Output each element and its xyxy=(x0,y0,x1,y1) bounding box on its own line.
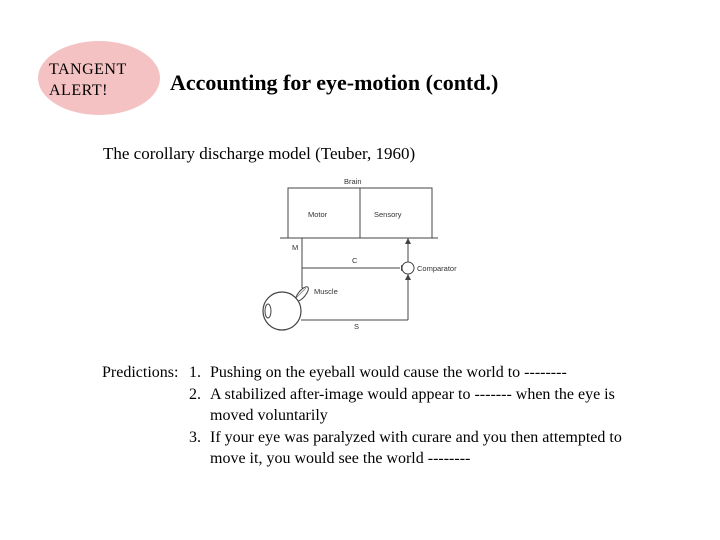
slide-title: Accounting for eye-motion (contd.) xyxy=(170,70,499,95)
c-label: C xyxy=(352,256,358,265)
comparator-label: Comparator xyxy=(417,264,457,273)
prediction-3-number: 3. xyxy=(189,429,201,446)
brain-label: Brain xyxy=(344,177,362,186)
comparator-up-arrowhead xyxy=(405,238,411,244)
corollary-discharge-diagram xyxy=(240,170,460,345)
motor-label: Motor xyxy=(308,210,328,219)
predictions-label: Predictions: xyxy=(102,364,179,381)
sensory-label: Sensory xyxy=(374,210,402,219)
prediction-2-text-line-1: A stabilized after-image would appear to ------- when the eye is xyxy=(210,386,615,403)
s-label: S xyxy=(354,322,360,331)
tangent-alert-badge xyxy=(37,40,161,116)
badge-line-2: ALERT! xyxy=(49,82,108,99)
slide-subtitle: The corollary discharge model (Teuber, 1960) xyxy=(103,144,416,163)
prediction-2-text-line-2: moved voluntarily xyxy=(210,407,328,424)
badge-line-1: TANGENT xyxy=(49,61,127,78)
prediction-3-text-line-1: If your eye was paralyzed with curare and you then attempted to xyxy=(210,429,622,446)
prediction-3-text-line-2: move it, you would see the world -------- xyxy=(210,450,471,467)
prediction-1-text: Pushing on the eyeball would cause the world to -------- xyxy=(210,364,567,381)
prediction-2-number: 2. xyxy=(189,386,201,403)
comparator-circle xyxy=(402,262,414,274)
m-label: M xyxy=(292,243,299,252)
eye-outline xyxy=(263,292,301,330)
sensory-feedback-arrowhead xyxy=(405,274,411,280)
prediction-1-number: 1. xyxy=(189,364,201,381)
muscle-label: Muscle xyxy=(314,287,338,296)
